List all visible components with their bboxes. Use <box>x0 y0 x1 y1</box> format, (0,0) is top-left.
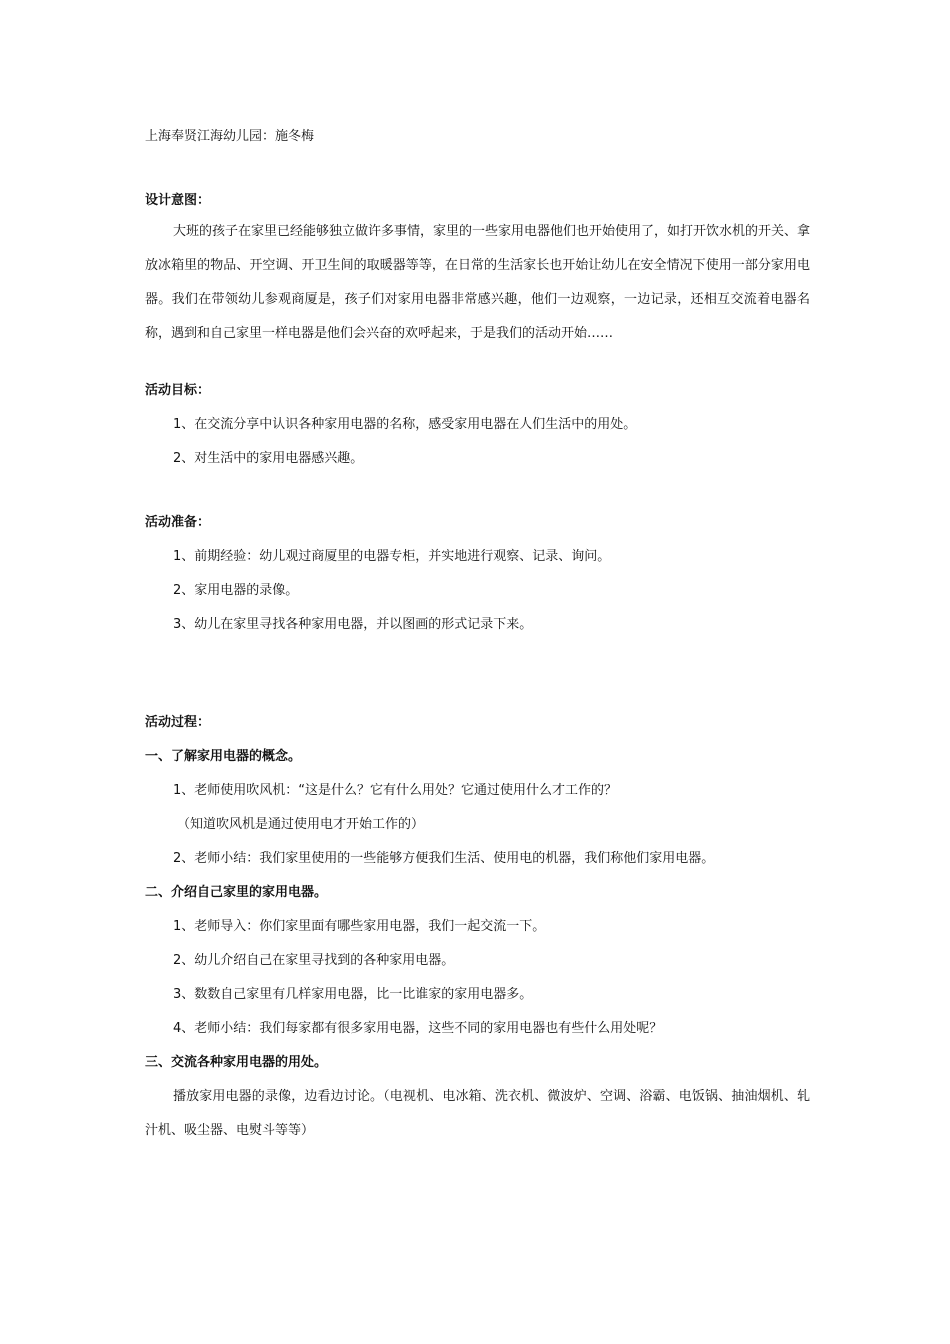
process-item-note: （知道吹风机是通过使用电才开始工作的） <box>177 817 425 832</box>
preparation-item: 2、家用电器的录像。 <box>173 583 299 598</box>
process-section-title: 一、了解家用电器的概念。 <box>145 749 302 764</box>
spacer <box>145 161 810 191</box>
process-item: 1、老师使用吹风机：“这是什么？它有什么用处？它通过使用什么才工作的？ <box>173 783 618 798</box>
goals-heading: 活动目标： <box>145 383 211 398</box>
process-section-title: 二、介绍自己家里的家用电器。 <box>145 885 328 900</box>
spacer <box>145 483 810 513</box>
process-section-title: 三、交流各种家用电器的用处。 <box>145 1055 328 1070</box>
process-item: 2、老师小结：我们家里使用的一些能够方便我们生活、使用电的机器，我们称他们家用电器。 <box>173 851 715 866</box>
process-item: 4、老师小结：我们每家都有很多家用电器，这些不同的家用电器也有些什么用处呢？ <box>173 1021 663 1036</box>
preparation-heading: 活动准备： <box>145 515 211 530</box>
process-item: 2、幼儿介绍自己在家里寻找到的各种家用电器。 <box>173 953 455 968</box>
process-item: 1、老师导入：你们家里面有哪些家用电器，我们一起交流一下。 <box>173 919 546 934</box>
design-intent-heading: 设计意图： <box>145 193 211 208</box>
process-paragraph: 播放家用电器的录像，边看边讨论。（电视机、电冰箱、洗衣机、微波炉、空调、浴霸、电饭锅、抽油烟机、轧汁机、吸尘器、电熨斗等等） <box>145 1089 810 1138</box>
design-intent-paragraph: 大班的孩子在家里已经能够独立做许多事情，家里的一些家用电器他们也开始使用了，如打开饮水机的开关、拿放冰箱里的物品、开空调、开卫生间的取暖器等等，在日常的生活家长也开始让幼儿在安全情况下使用一部分家用电器。我们在带领幼儿参观商厦是，孩子们对家用电器非常感兴趣，他们一边观察，一边记录，还相互交流着电器名称，遇到和自己家里一样电器是他们会兴奋的欢呼起来，于是我们的活动开始…… <box>145 224 811 341</box>
goal-item: 1、在交流分享中认识各种家用电器的名称，感受家用电器在人们生活中的用处。 <box>173 417 637 432</box>
spacer <box>145 351 810 381</box>
document-body <box>145 127 810 1148</box>
preparation-item: 3、幼儿在家里寻找各种家用电器，并以图画的形式记录下来。 <box>173 617 533 632</box>
process-item: 3、数数自己家里有几样家用电器，比一比谁家的家用电器多。 <box>173 987 533 1002</box>
spacer <box>145 649 810 713</box>
author-line: 上海奉贤江海幼儿园：施冬梅 <box>145 129 315 144</box>
process-heading: 活动过程： <box>145 715 211 730</box>
goal-item: 2、对生活中的家用电器感兴趣。 <box>173 451 364 466</box>
preparation-item: 1、前期经验：幼儿观过商厦里的电器专柜，并实地进行观察、记录、询问。 <box>173 549 611 564</box>
